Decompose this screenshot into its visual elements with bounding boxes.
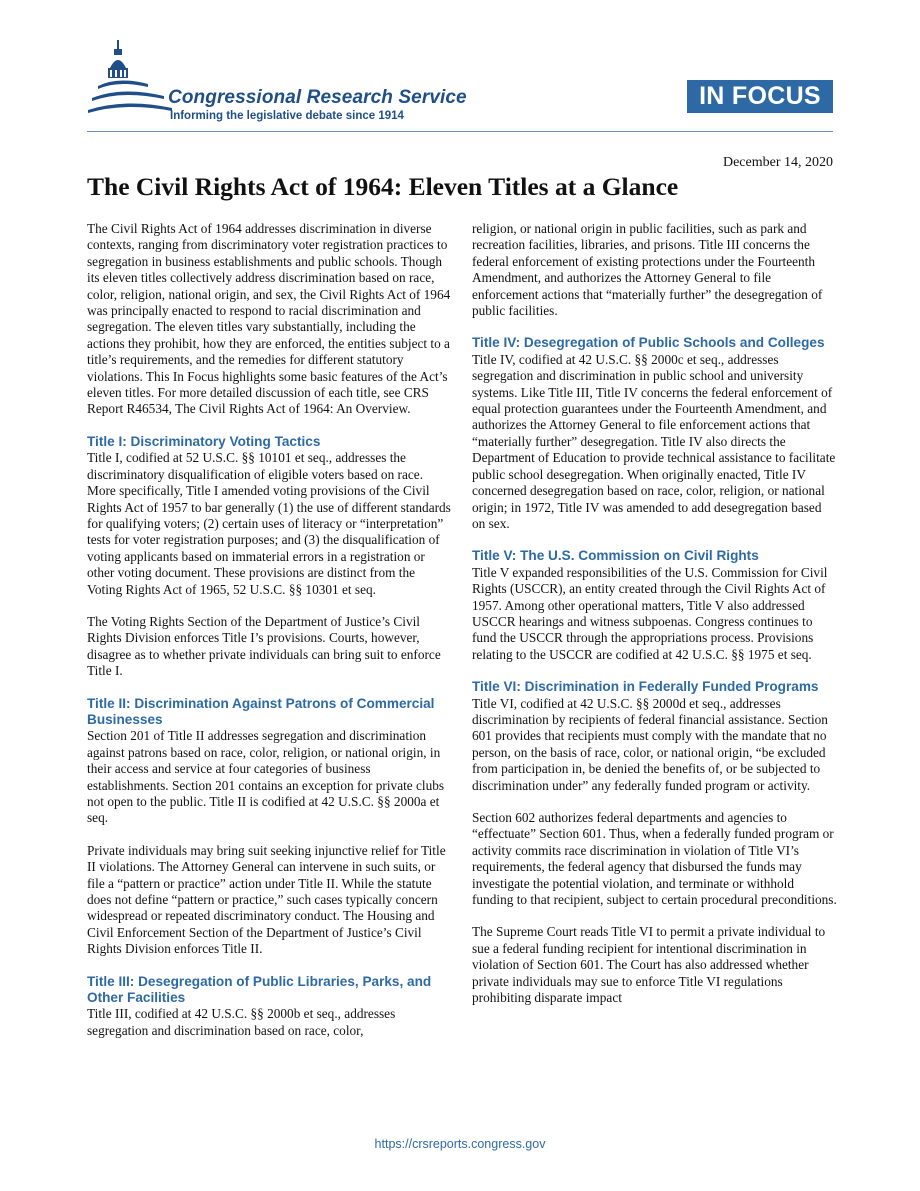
- crs-logo: [88, 40, 508, 130]
- title-4-heading: Title IV: Desegregation of Public Schools and Colleges: [472, 335, 825, 351]
- supreme-court-paragraph: The Supreme Court reads Title VI to permit a private individual to sue a federal funding recipient for intentional discrimination in violation of Section 601. The Court has also addressed whether private individuals may sue to enforce Title VI regulations prohibiting disparate impact: [472, 924, 826, 1006]
- title-2-heading: Title II: Discrimination Against Patrons of Commercial Businesses: [87, 695, 435, 727]
- intro-paragraph: The Civil Rights Act of 1964 addresses discrimination in diverse contexts, ranging from discriminatory voter registration practices to segregation in business establishments and public schools. Though its eleven titles collectively address discrimination based on race, color, religion, national origin, and sex, the Civil Rights Act of 1964 was principally enacted to respond to racial discrimination and segregation. The eleven titles vary substantially, including the actions they prohibit, how they are enforced, the entities subject to a title’s requirements, and the remedies for different statutory violations. This In Focus highlights some basic features of the Act’s eleven titles. For more detailed discussion of each title, see CRS Report R46534, The Civil Rights Act of 1964: An Overview.: [87, 221, 451, 417]
- right-column: [472, 221, 838, 1022]
- title-1-paragraph: Title I, codified at 52 U.S.C. §§ 10101 et seq., addresses the discriminatory disqualification of eligible voters based on race. More specifically, Title I amended voting provisions of the Civil Rights Act of 1957 to bar generally (1) the use of different standards for qualifying voters; (2) certain uses of literacy or “interpretation” tests for voter registration purposes; and (3) the disqualification of voting applicants based on immaterial errors in a registration or other voting document. These provisions are distinct from the Voting Rights Act of 1965, 52 U.S.C. §§ 10301 et seq.: [87, 450, 451, 597]
- title-1-heading: Title I: Discriminatory Voting Tactics: [87, 433, 321, 449]
- title-2-paragraph: Section 201 of Title II addresses segregation and discrimination against patrons based on race, color, religion, or national origin, in their access and service at four categories of business establishments. Section 201 contains an exception for private clubs not open to the public. Title II is codified at 42 U.S.C. §§ 2000a et seq.: [87, 728, 445, 826]
- left-column: [87, 221, 453, 1055]
- title-4-paragraph: Title IV, codified at 42 U.S.C. §§ 2000c et seq., addresses segregation and discrimination in public school and university systems. Like Title III, Title IV concerns the federal enforcement of equal protection guarantees under the Fourteenth Amendment, and authorizes the Attorney General to file enforcement actions that “materially further” desegregation. Title IV also directs the Department of Education to provide technical assistance to facilitate public school desegregation. When originally enacted, Title IV concerned desegregation based on race, color, religion, or national origin; in 1972, Title IV was amended to add desegregation based on sex.: [472, 351, 836, 531]
- title-6-paragraph: Title VI, codified at 42 U.S.C. §§ 2000d et seq., addresses discrimination by recipients of federal financial assistance. Section 601 provides that recipients must comply with the mandate that no person, on the basis of race, color, or national origin, “be excluded from participation in, be denied the benefits of, or be subjected to discrimination under” any federally funded program or activity.: [472, 695, 828, 793]
- publication-date: December 14, 2020: [722, 155, 833, 170]
- title-3-paragraph: Title III, codified at 42 U.S.C. §§ 2000b et seq., addresses segregation and discrimination based on race, color,: [87, 1006, 396, 1038]
- section-602-paragraph: Section 602 authorizes federal departments and agencies to “effectuate” Section 601. Thus, when a federally funded program or activity commits race discrimination in violation of Title VI’s requirements, the federal agency that disbursed the funds may investigate the potential violation, and terminate or withhold funding to that recipient, subject to certain procedural preconditions.: [472, 810, 837, 908]
- title-3-continued-paragraph: religion, or national origin in public facilities, such as park and recreation facilities, libraries, and prisons. Title III concerns the federal enforcement of existing protections under the Fourteenth Amendment, and authorizes the Attorney General to file enforcement actions that “materially further” the desegregation of public facilities.: [472, 221, 823, 319]
- page-title: The Civil Rights Act of 1964: Eleven Titles at a Glance: [87, 172, 679, 201]
- title-2-enforcement-paragraph: Private individuals may bring suit seeking injunctive relief for Title II violations. The Attorney General can intervene in such suits, or file a “pattern or practice” action under Title II. While the statute does not define “pattern or practice,” such cases typically concern widespread or repeated discriminatory conduct. The Housing and Civil Enforcement Section of the Department of Justice’s Civil Rights Division enforces Title II.: [87, 842, 446, 957]
- capitol-dome-icon: [88, 40, 178, 130]
- title-5-paragraph: Title V expanded responsibilities of the U.S. Commission for Civil Rights (USCCR), an entity created through the Civil Rights Act of 1957. Among other operational matters, Title V also addressed USCCR hearings and witness subpoenas. Congress continues to fund the USCCR through the appropriations process. Provisions relating to the USCCR are codified at 42 U.S.C. §§ 1975 et seq.: [472, 564, 828, 662]
- title-3-heading: Title III: Desegregation of Public Libraries, Parks, and Other Facilities: [87, 973, 432, 1006]
- title-6-heading: Title VI: Discrimination in Federally Funded Programs: [472, 679, 819, 695]
- in-focus-badge: IN FOCUS: [687, 80, 833, 113]
- title-1-enforcement-paragraph: The Voting Rights Section of the Department of Justice’s Civil Rights Division enforces Title I’s provisions. Courts, however, disagree as to whether private individuals can bring suit to enforce Title I.: [87, 613, 441, 679]
- org-tagline: Informing the legislative debate since 1914: [170, 110, 404, 122]
- title-5-heading: Title V: The U.S. Commission on Civil Rights: [472, 548, 759, 564]
- header-divider: [87, 131, 833, 132]
- footer-url[interactable]: https://crsreports.congress.gov: [374, 1137, 546, 1151]
- org-name: Congressional Research Service: [168, 87, 467, 108]
